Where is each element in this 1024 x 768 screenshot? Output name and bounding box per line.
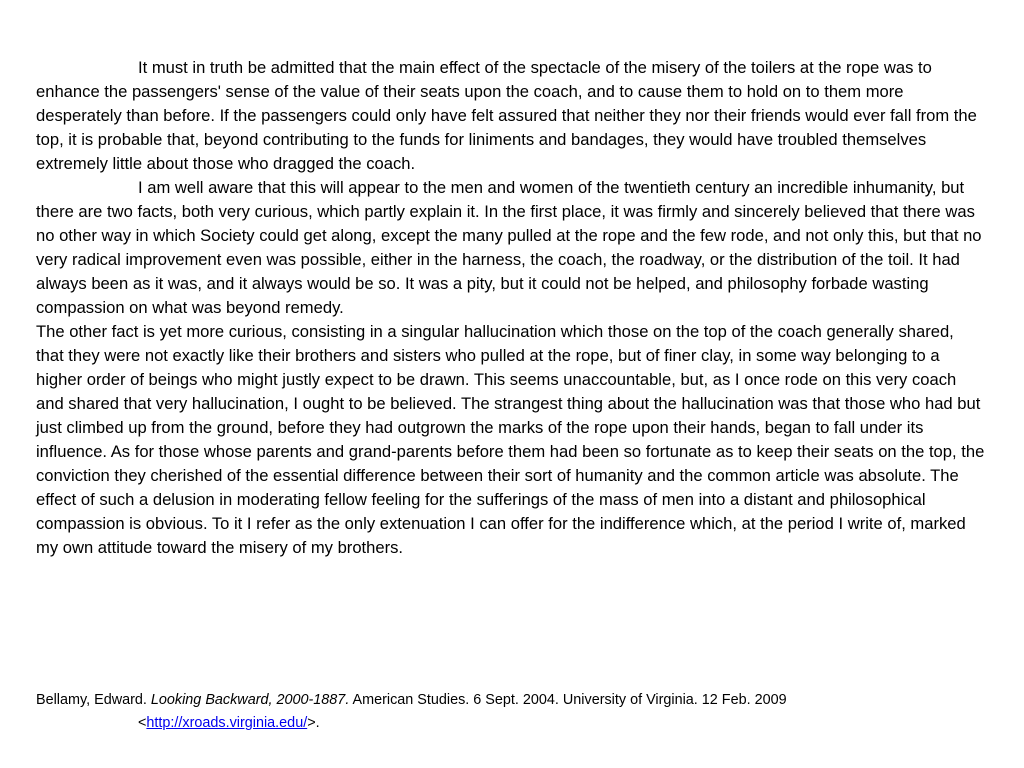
paragraph-3: The other fact is yet more curious, consisting in a singular hallucination which those on the top of the coach generally shared, that they were not exactly like their brothers and sisters who pulled at the rope, but of finer clay, in some way belonging to a higher order of beings who might justly expect to be drawn. This seems unaccountable, but, as I once rode on this very coach and shared that very hallucination, I ought to be believed. The strangest thing about the hallucination was that those who had but just climbed up from the ground, before they had outgrown the marks of the rope upon their hands, began to fall under its influence. As for those whose parents and grand-parents before them had been so fortunate as to keep their seats on the top, the conviction they cherished of the essential difference between their sort of humanity and the common article was absolute. The effect of such a delusion in moderating fellow feeling for the sufferings of the mass of men into a distant and philosophical compassion is obvious. To it I refer as the only extenuation I can offer for the indifference which, at the period I write of, marked my own attitude toward the misery of my brothers. bbox=[36, 322, 985, 557]
citation-link-open: < bbox=[138, 715, 147, 731]
paragraph-1: It must in truth be admitted that the main effect of the spectacle of the misery of the toilers at the rope was to enhance the passengers' sense of the value of their seats upon the coach, and to cause them to hold on to them more desperately than before. If the passengers could only have felt assured that neither they nor their friends would ever fall from the top, it is probable that, beyond contributing to the funds for liniments and bandages, they would have troubled themselves extremely little about those who dragged the coach. bbox=[36, 58, 977, 173]
citation-author: Bellamy, Edward. bbox=[36, 692, 151, 708]
citation-line-2 bbox=[36, 712, 986, 735]
citation-details: American Studies. 6 Sept. 2004. University of Virginia. 12 Feb. 2009 bbox=[349, 692, 787, 708]
citation-link[interactable]: http://xroads.virginia.edu/ bbox=[146, 715, 308, 731]
citation bbox=[36, 689, 986, 735]
paragraph-2: I am well aware that this will appear to the men and women of the twentieth century an incredible inhumanity, but there are two facts, both very curious, which partly explain it. In the first place, it was firmly and sincerely believed that there was no other way in which Society could get along, except the many pulled at the rope and the few rode, and not only this, but that no very radical improvement even was possible, either in the harness, the coach, the roadway, or the distribution of the toil. It had always been as it was, and it always would be so. It was a pity, but it could not be helped, and philosophy forbade wasting compassion on what was beyond remedy. bbox=[36, 178, 982, 317]
citation-line-1 bbox=[36, 689, 986, 712]
citation-title: Looking Backward, 2000-1887. bbox=[150, 692, 350, 708]
quoted-passage bbox=[36, 56, 986, 560]
citation-link-close: >. bbox=[307, 715, 320, 731]
